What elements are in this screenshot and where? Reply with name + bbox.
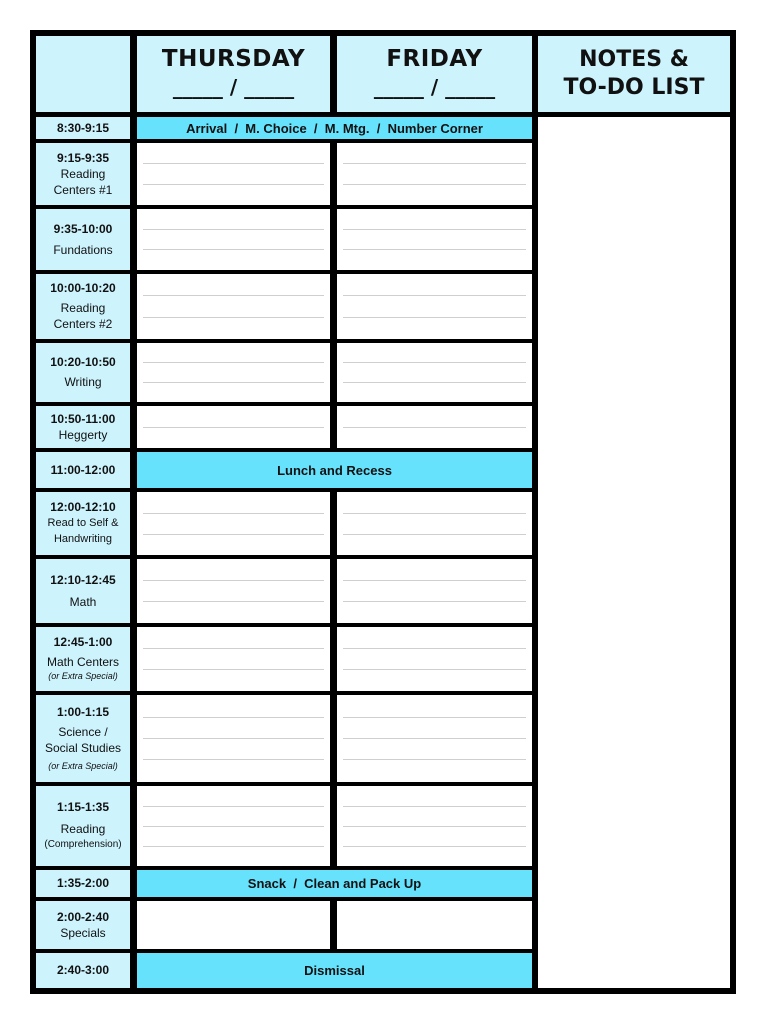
time-cell <box>36 870 130 897</box>
banner-label: Dismissal <box>304 963 365 978</box>
friday-writing-cell[interactable] <box>337 627 532 691</box>
subject-label-2: Social Studies <box>44 740 122 755</box>
notes-header <box>538 36 730 112</box>
writing-rule <box>143 163 324 164</box>
time-label: 9:15-9:35 <box>56 150 110 165</box>
writing-rule <box>143 513 324 514</box>
time-cell <box>36 695 130 782</box>
writing-rule <box>143 317 324 318</box>
time-label: 11:00-12:00 <box>50 462 116 477</box>
writing-rule <box>143 229 324 230</box>
thursday-writing-cell[interactable] <box>137 559 330 623</box>
thursday-writing-cell[interactable] <box>137 901 330 949</box>
thursday-writing-cell[interactable] <box>137 406 330 448</box>
subject-label: Read to Self & <box>47 517 119 529</box>
subject-label: Writing <box>64 375 102 389</box>
writing-rule <box>343 362 526 363</box>
thursday-writing-cell[interactable] <box>137 695 330 782</box>
time-cell <box>36 274 130 339</box>
writing-rule <box>143 580 324 581</box>
subject-label: Math <box>69 594 97 609</box>
subject-label: Science / <box>58 724 108 739</box>
subject-label: Reading <box>60 821 106 836</box>
writing-rule <box>343 738 526 739</box>
subject-note: (or Extra Special) <box>48 760 118 771</box>
time-label: 10:50-11:00 <box>50 411 116 426</box>
banner-arrival <box>137 117 532 139</box>
writing-rule <box>343 295 526 296</box>
time-label: 12:45-1:00 <box>53 635 113 649</box>
time-label: 8:30-9:15 <box>56 120 110 135</box>
subject-label: Fundations <box>53 242 113 257</box>
time-cell <box>36 901 130 949</box>
writing-rule <box>343 249 526 250</box>
friday-header <box>337 36 532 112</box>
date-blank[interactable]: _____ / _____ <box>373 75 496 99</box>
writing-rule <box>343 601 526 602</box>
writing-rule <box>143 738 324 739</box>
writing-rule <box>343 759 526 760</box>
writing-rule <box>343 580 526 581</box>
date-blank[interactable]: _____ / _____ <box>172 75 295 99</box>
writing-rule <box>143 382 324 383</box>
writing-rule <box>343 826 526 827</box>
thursday-writing-cell[interactable] <box>137 209 330 270</box>
writing-rule <box>143 826 324 827</box>
time-cell <box>36 452 130 488</box>
friday-writing-cell[interactable] <box>337 901 532 949</box>
subject-label: Heggerty <box>58 427 108 442</box>
writing-rule <box>143 669 324 670</box>
time-cell <box>36 627 130 691</box>
subject-note: (or Extra Special) <box>48 671 118 681</box>
banner-snack <box>137 870 532 897</box>
writing-rule <box>343 229 526 230</box>
friday-writing-cell[interactable] <box>337 492 532 555</box>
banner-label: Arrival / M. Choice / M. Mtg. / Number Corner <box>186 120 483 136</box>
writing-rule <box>143 295 324 296</box>
notes-area[interactable] <box>538 117 730 988</box>
writing-rule <box>343 806 526 807</box>
writing-rule <box>343 534 526 535</box>
time-cell <box>36 406 130 448</box>
writing-rule <box>143 806 324 807</box>
time-cell <box>36 343 130 402</box>
thursday-header <box>137 36 330 112</box>
time-label: 12:00-12:10 <box>50 500 116 514</box>
time-cell <box>36 559 130 623</box>
writing-rule <box>143 534 324 535</box>
notes-title-line2: TO-DO LIST <box>563 75 705 100</box>
friday-writing-cell[interactable] <box>337 209 532 270</box>
writing-rule <box>143 759 324 760</box>
writing-rule <box>143 362 324 363</box>
time-label: 2:40-3:00 <box>56 963 110 977</box>
time-label: 10:00-10:20 <box>50 281 116 295</box>
time-label: 10:20-10:50 <box>50 355 116 369</box>
writing-rule <box>143 846 324 847</box>
writing-rule <box>343 163 526 164</box>
time-cell <box>36 492 130 555</box>
thursday-writing-cell[interactable] <box>137 627 330 691</box>
time-cell <box>36 786 130 866</box>
day-name: THURSDAY <box>161 46 306 72</box>
thursday-writing-cell[interactable] <box>137 492 330 555</box>
writing-rule <box>343 382 526 383</box>
subject-label-2: (Comprehension) <box>44 838 122 850</box>
time-label: 1:35-2:00 <box>56 876 110 890</box>
subject-label-2: Handwriting <box>53 533 113 545</box>
friday-writing-cell[interactable] <box>337 695 532 782</box>
subject-label-2: Centers #2 <box>53 317 113 331</box>
writing-rule <box>143 717 324 718</box>
schedule-sheet <box>30 30 736 994</box>
friday-writing-cell[interactable] <box>337 559 532 623</box>
writing-rule <box>143 648 324 649</box>
thursday-writing-cell[interactable] <box>137 143 330 205</box>
friday-writing-cell[interactable] <box>337 274 532 339</box>
writing-rule <box>143 427 324 428</box>
friday-writing-cell[interactable] <box>337 343 532 402</box>
thursday-writing-cell[interactable] <box>137 274 330 339</box>
time-cell <box>36 117 130 139</box>
writing-rule <box>143 249 324 250</box>
writing-rule <box>343 427 526 428</box>
day-name: FRIDAY <box>386 46 483 72</box>
friday-writing-cell[interactable] <box>337 406 532 448</box>
time-label: 12:10-12:45 <box>50 572 116 587</box>
notes-title-line1: NOTES & <box>579 47 689 72</box>
writing-rule <box>143 601 324 602</box>
banner-dismissal <box>137 953 532 988</box>
banner-label: Snack / Clean and Pack Up <box>247 876 422 891</box>
thursday-writing-cell[interactable] <box>137 786 330 866</box>
time-label: 1:00-1:15 <box>56 704 110 719</box>
banner-label: Lunch and Recess <box>277 462 392 478</box>
writing-rule <box>343 717 526 718</box>
time-label: 1:15-1:35 <box>56 799 110 814</box>
subject-label-2: Centers #1 <box>53 182 113 197</box>
writing-rule <box>343 648 526 649</box>
time-cell <box>36 953 130 988</box>
time-cell <box>36 143 130 205</box>
time-cell <box>36 209 130 270</box>
thursday-writing-cell[interactable] <box>137 343 330 402</box>
banner-lunch <box>137 452 532 488</box>
subject-label: Reading <box>60 301 106 315</box>
time-label: 2:00-2:40 <box>56 909 110 924</box>
corner-cell <box>36 36 130 112</box>
friday-writing-cell[interactable] <box>337 786 532 866</box>
subject-label: Math Centers <box>46 655 120 669</box>
writing-rule <box>343 513 526 514</box>
subject-label: Specials <box>60 925 106 940</box>
writing-rule <box>343 846 526 847</box>
subject-label: Reading <box>60 166 106 181</box>
writing-rule <box>343 669 526 670</box>
writing-rule <box>143 184 324 185</box>
friday-writing-cell[interactable] <box>337 143 532 205</box>
writing-rule <box>343 317 526 318</box>
writing-rule <box>343 184 526 185</box>
time-label: 9:35-10:00 <box>53 221 113 236</box>
